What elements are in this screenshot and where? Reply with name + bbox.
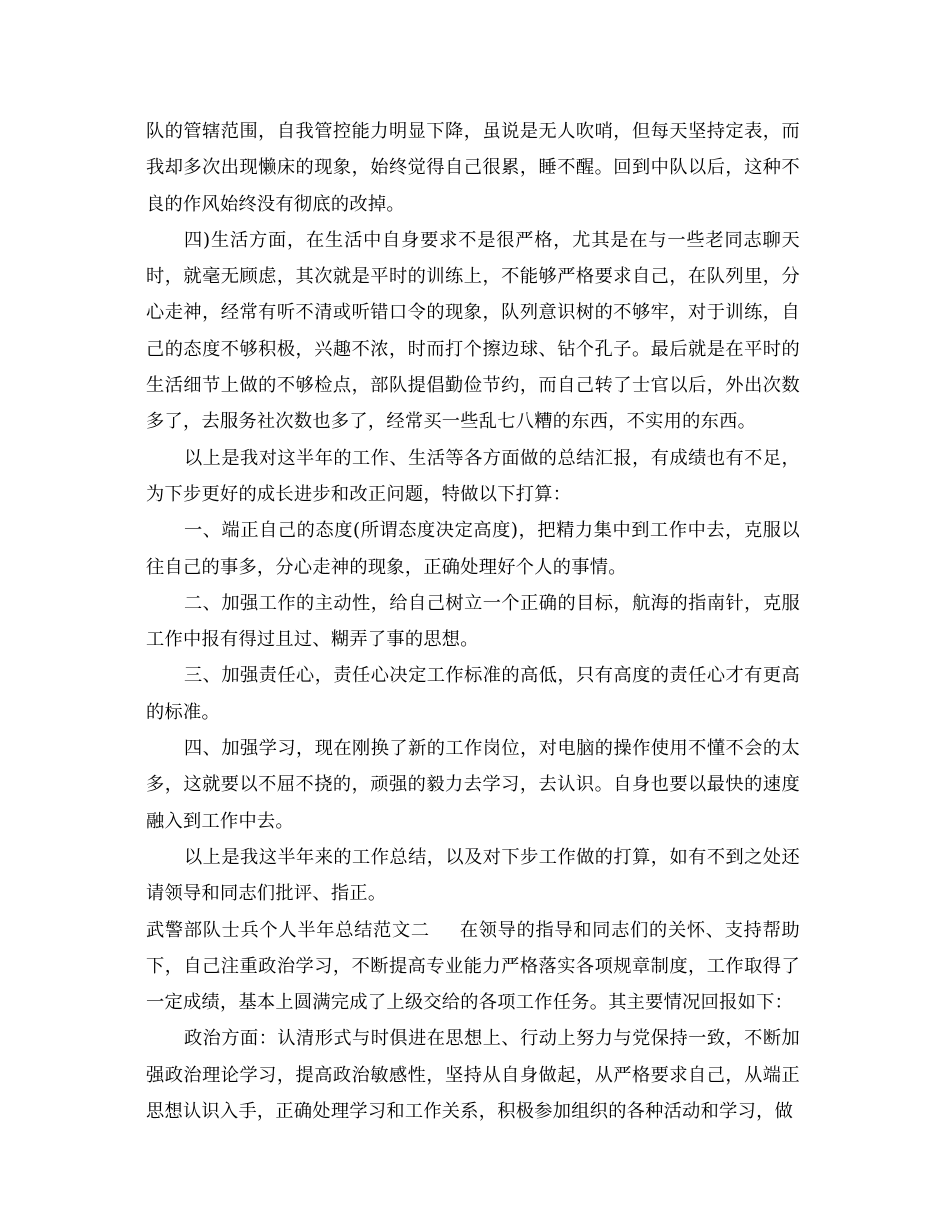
paragraph-continuation: 队的管辖范围，自我管控能力明显下降，虽说是无人吹哨，但每天坚持定表，而我却多次出现懒床的现象，始终觉得自己很累，睡不醒。回到中队以后，这种不良的作风始终没有彻底的改掉。 bbox=[146, 121, 800, 215]
document-body bbox=[146, 114, 800, 1130]
section-two-paragraph bbox=[146, 913, 800, 1022]
section-intro: 在领导的指导和同志们的关怀、支持帮助下，自己注重政治学习，不断提高专业能力严格落实各项规章制度，工作取得了一定成绩，基本上圆满完成了上级交给的各项工作任务。其主要情况回报如下： bbox=[146, 919, 800, 1014]
paragraph-plan-four: 四、加强学习，现在刚换了新的工作岗位，对电脑的操作使用不懂不会的太多，这就要以不屈不挠的，顽强的毅力去学习，去认识。自身也要以最快的速度融入到工作中去。 bbox=[146, 738, 800, 832]
paragraph-plan-two: 二、加强工作的主动性，给自己树立一个正确的目标，航海的指南针，克服工作中报有得过且过、糊弄了事的思想。 bbox=[146, 592, 800, 651]
section-title: 武警部队士兵个人半年总结范文二 bbox=[146, 919, 430, 941]
paragraph-life-aspect: 四)生活方面，在生活中自身要求不是很严格，尤其是在与一些老同志聊天时，就毫无顾虑，其次就是平时的训练上，不能够严格要求自己，在队列里，分心走神，经常有听不清或听错口令的现象，队列意识树的不够牢，对于训练，自己的态度不够积极，兴趣不浓，时而打个擦边球、钻个孔子。最后就是在平时的生活细节上做的不够检点，部队提倡勤俭节约，而自己转了士官以后，外出次数多了，去服务社次数也多了，经常买一些乱七八糟的东西，不实用的东西。 bbox=[146, 229, 800, 433]
paragraph-plan-one: 一、端正自己的态度(所谓态度决定高度)，把精力集中到工作中去，克服以往自己的事多，分心走神的现象，正确处理好个人的事情。 bbox=[146, 520, 800, 578]
paragraph-closing: 以上是我这半年来的工作总结，以及对下步工作做的打算，如有不到之处还请领导和同志们批评、指正。 bbox=[146, 846, 800, 905]
paragraph-summary-plan: 以上是我对这半年的工作、生活等各方面做的总结汇报，有成绩也有不足，为下步更好的成长进步和改正问题，特做以下打算： bbox=[146, 447, 800, 505]
paragraph-political-aspect: 政治方面：认清形式与时俱进在思想上、行动上努力与党保持一致，不断加强政治理论学习，提高政治敏感性，坚持从自身做起，从严格要求自己，从端正思想认识入手，正确处理学习和工作关系，积极参加组织的各种活动和学习，做 bbox=[146, 1028, 800, 1123]
paragraph-plan-three: 三、加强责任心，责任心决定工作标准的高低，只有高度的责任心才有更高的标准。 bbox=[146, 665, 800, 723]
